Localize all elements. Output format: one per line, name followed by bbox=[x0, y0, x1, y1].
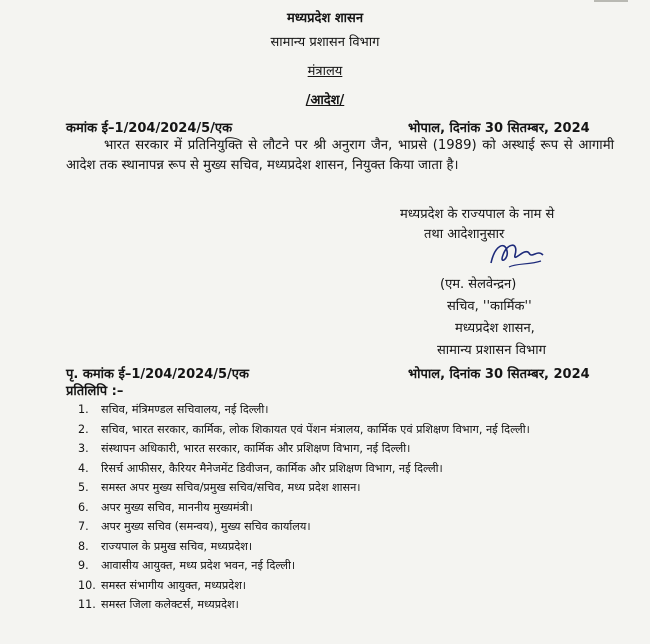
list-item-number: 11. bbox=[78, 598, 96, 611]
signatory-government: मध्यप्रदेश शासन, bbox=[455, 321, 535, 336]
header-order-title: /आदेश/ bbox=[305, 93, 345, 108]
list-item bbox=[78, 400, 623, 420]
list-item bbox=[78, 439, 623, 459]
list-item-number: 1. bbox=[78, 403, 89, 416]
header-ministry: मंत्रालय bbox=[307, 64, 343, 79]
scan-edge-mark bbox=[594, 0, 628, 2]
handwritten-signature-icon bbox=[485, 237, 551, 273]
list-item-number: 5. bbox=[78, 481, 89, 494]
signatory-department: सामान्य प्रशासन विभाग bbox=[437, 343, 546, 358]
list-item bbox=[78, 459, 623, 479]
list-item-number: 6. bbox=[78, 500, 89, 514]
list-item-number: 3. bbox=[78, 442, 89, 455]
list-item bbox=[78, 556, 623, 576]
signatory-name: (एम. सेलवेन्द्रन) bbox=[440, 277, 517, 292]
list-item-text: अपर मुख्य सचिव, माननीय मुख्यमंत्री। bbox=[101, 500, 253, 514]
list-item-text: अपर मुख्य सचिव (समन्वय), मुख्य सचिव कार्यालय। bbox=[101, 520, 311, 533]
list-item-text: राज्यपाल के प्रमुख सचिव, मध्यप्रदेश। bbox=[101, 539, 253, 553]
list-item-number: 7. bbox=[78, 520, 89, 533]
list-item-text: समस्त जिला कलेक्टर्स, मध्यप्रदेश। bbox=[101, 598, 239, 611]
list-item-number: 10. bbox=[78, 578, 96, 592]
list-item-text: समस्त संभागीय आयुक्त, मध्यप्रदेश। bbox=[101, 578, 247, 592]
header-department: सामान्य प्रशासन विभाग bbox=[270, 35, 380, 50]
signature-authority-line: मध्यप्रदेश के राज्यपाल के नाम से bbox=[400, 207, 555, 222]
list-item bbox=[78, 498, 623, 518]
list-item bbox=[78, 478, 623, 498]
list-item bbox=[78, 517, 623, 537]
endorsement-reference-number: पृ. कमांक ई–1/204/2024/5/एक bbox=[66, 367, 249, 382]
endorsement-place-date: भोपाल, दिनांक 30 सितम्बर, 2024 bbox=[408, 367, 590, 382]
list-item-number: 9. bbox=[78, 559, 89, 572]
list-item-text: समस्त अपर मुख्य सचिव/प्रमुख सचिव/सचिव, मध्य प्रदेश शासन। bbox=[101, 481, 361, 494]
list-item-text: रिसर्च आफीसर, कैरियर मैनेजमेंट डिवीजन, कार्मिक और प्रशिक्षण विभाग, नई दिल्ली। bbox=[101, 461, 443, 475]
order-reference-number: कमांक ई–1/204/2024/5/एक bbox=[66, 121, 233, 136]
list-item bbox=[78, 576, 623, 596]
signatory-designation: सचिव, ''कार्मिक'' bbox=[447, 299, 532, 314]
list-item bbox=[78, 537, 623, 557]
order-body-text: भारत सरकार में प्रतिनियुक्ति से लौटने पर श्री अनुराग जैन, भाप्रसे (1989) को अस्थाई रूप से आगामी आदेश तक स्थानापन्न रूप से मुख्य सचिव, मध्यप्रदेश शासन, नियुक्त किया जाता है। bbox=[66, 138, 614, 173]
list-item-number: 4. bbox=[78, 461, 89, 475]
list-item bbox=[78, 420, 623, 440]
list-item-text: सचिव, भारत सरकार, कार्मिक, लोक शिकायत एवं पेंशन मंत्रालय, कार्मिक एवं प्रशिक्षण विभाग, नई दिल्ली। bbox=[101, 422, 530, 436]
list-item-text: आवासीय आयुक्त, मध्य प्रदेश भवन, नई दिल्ली। bbox=[101, 559, 296, 572]
list-item-text: संस्थापन अधिकारी, भारत सरकार, कार्मिक और प्रशिक्षण विभाग, नई दिल्ली। bbox=[101, 442, 411, 455]
list-item bbox=[78, 595, 623, 615]
list-item-number: 2. bbox=[78, 422, 89, 436]
copy-to-label: प्रतिलिपि :– bbox=[66, 384, 124, 399]
order-place-date: भोपाल, दिनांक 30 सितम्बर, 2024 bbox=[408, 121, 590, 136]
copy-distribution-list bbox=[78, 400, 623, 615]
signature-authority-line-2: तथा आदेशानुसार bbox=[424, 227, 505, 242]
list-item-text: सचिव, मंत्रिमण्डल सचिवालय, नई दिल्ली। bbox=[101, 403, 269, 416]
list-item-number: 8. bbox=[78, 539, 89, 553]
header-government: मध्यप्रदेश शासन bbox=[286, 11, 364, 26]
